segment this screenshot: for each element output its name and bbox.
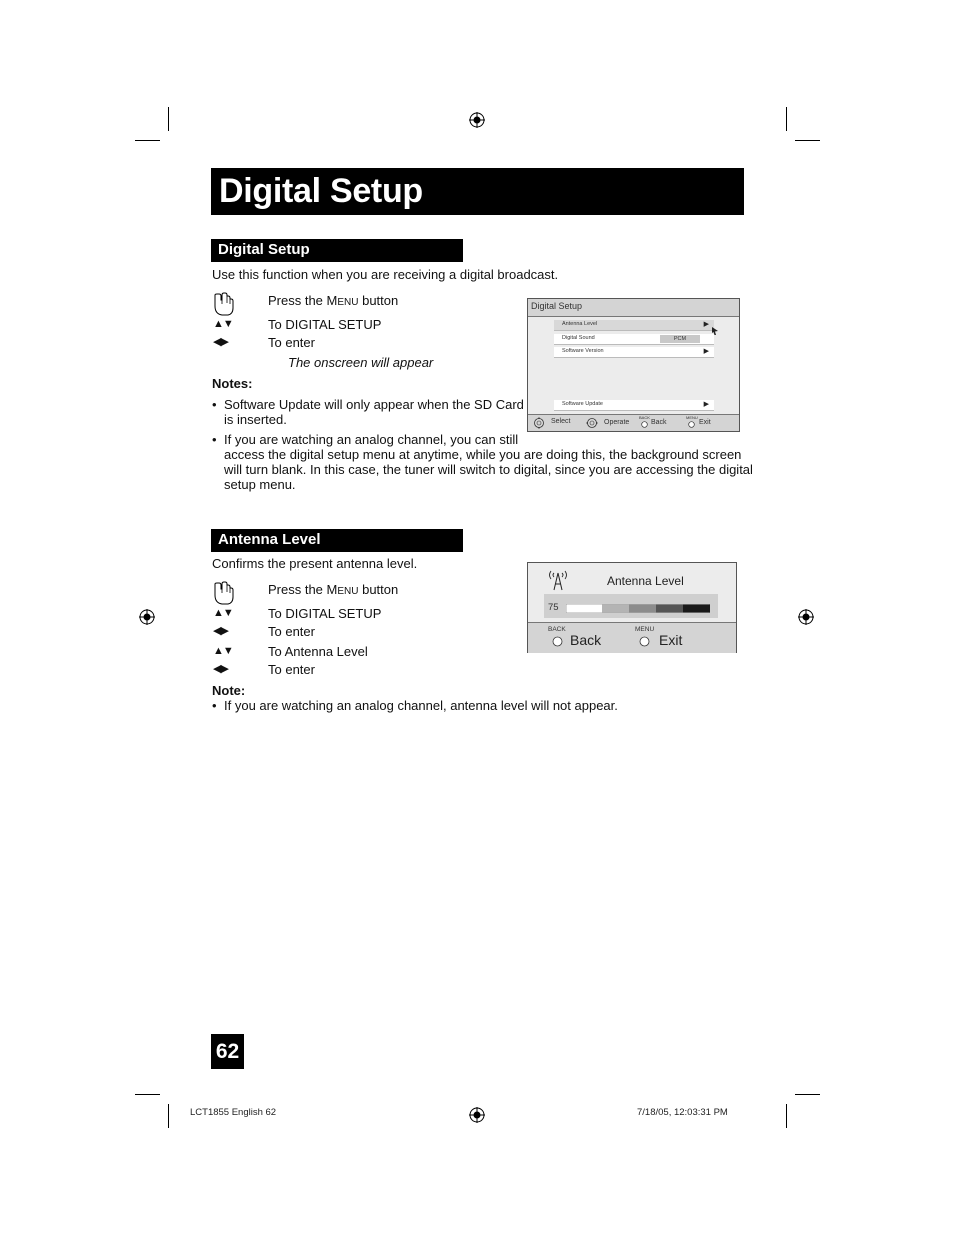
signal-level-segment <box>629 605 656 613</box>
page-number: 62 <box>211 1034 244 1069</box>
step-to-digital-setup: To DIGITAL SETUP <box>268 606 382 621</box>
right-arrow-icon: ▶ <box>703 401 709 408</box>
signal-level-value: 75 <box>548 602 559 613</box>
signal-level-bar <box>566 604 710 613</box>
step-to-digital-setup: To DIGITAL SETUP <box>268 317 382 332</box>
osd-title: Digital Setup <box>531 301 583 311</box>
note-line: If you are watching an analog channel, antenna level will not appear. <box>224 698 618 713</box>
registration-mark-icon <box>798 609 814 625</box>
remote-hand-icon <box>212 581 236 606</box>
right-arrow-icon: ▶ <box>703 348 709 355</box>
digital-setup-onscreen-menu <box>527 298 740 432</box>
signal-level-segment <box>683 605 710 613</box>
osd-item-label: Antenna Level <box>562 321 598 327</box>
section-intro: Use this function when you are receiving a digital broadcast. <box>212 267 559 282</box>
note-line: Software Update will only appear when the SD Card <box>224 397 524 412</box>
osd-item-software-version[interactable] <box>554 347 714 358</box>
signal-level-segment <box>656 605 683 613</box>
exit-button-icon[interactable] <box>639 636 650 647</box>
osd-footer-exit: Exit <box>699 419 711 426</box>
note-item <box>212 397 522 427</box>
step-text: Press the M <box>268 582 338 597</box>
right-arrow-icon: ▶ <box>703 321 709 328</box>
bullet-icon: • <box>212 698 217 713</box>
step-text-smallcaps: ENU <box>337 297 359 308</box>
crop-mark <box>795 1094 820 1095</box>
step-result: The onscreen will appear <box>288 355 434 370</box>
crop-mark <box>135 1094 160 1095</box>
note-label: Note: <box>212 683 246 698</box>
up-down-arrows-icon: ▲▼ <box>213 607 233 619</box>
section-heading-label: Digital Setup <box>218 241 310 258</box>
back-button-icon[interactable] <box>552 636 563 647</box>
notes-label: Notes: <box>212 376 253 391</box>
note-item <box>212 432 753 494</box>
select-dial-icon <box>533 417 545 429</box>
crop-mark <box>786 1104 787 1128</box>
footer-file-info: LCT1855 English 62 <box>190 1107 277 1118</box>
osd-footer-back-key: BACK <box>639 415 650 420</box>
footer-timestamp: 7/18/05, 12:03:31 PM <box>637 1107 728 1118</box>
note-line: If you are watching an analog channel, you can still <box>224 432 519 447</box>
left-right-arrows-icon: ◀▶ <box>213 625 228 637</box>
signal-level-segment <box>602 605 629 613</box>
up-down-arrows-icon: ▲▼ <box>213 318 233 330</box>
registration-mark-icon <box>469 1107 485 1123</box>
osd-footer-back: Back <box>570 632 602 648</box>
osd-footer <box>528 414 739 431</box>
osd-item-digital-sound[interactable] <box>554 334 714 345</box>
step-press-menu <box>268 582 398 599</box>
step-to-enter: To enter <box>268 624 315 639</box>
antenna-level-onscreen-display <box>527 562 737 653</box>
osd-footer <box>528 622 736 653</box>
step-text: Press the M <box>268 293 338 308</box>
osd-item-value: PCM <box>660 335 700 343</box>
osd-footer-back: Back <box>651 419 667 426</box>
registration-mark-icon <box>469 112 485 128</box>
note-item <box>212 698 632 714</box>
left-right-arrows-icon: ◀▶ <box>213 336 228 348</box>
crop-mark <box>168 1104 169 1128</box>
antenna-signal-icon <box>545 569 571 591</box>
bullet-icon: • <box>212 397 217 412</box>
step-text: button <box>358 582 399 597</box>
osd-footer-select: Select <box>551 418 571 425</box>
registration-mark-icon <box>139 609 155 625</box>
note-line: will turn blank. In this case, the tuner will switch to digital, since you are accessing the digital <box>224 462 753 477</box>
osd-item-software-update[interactable] <box>554 400 714 411</box>
osd-item-antenna-level[interactable] <box>554 320 714 331</box>
crop-mark <box>168 107 169 131</box>
osd-footer-back-key: BACK <box>548 626 566 633</box>
step-to-enter: To enter <box>268 662 315 677</box>
step-to-antenna-level: To Antenna Level <box>268 644 368 659</box>
signal-level-panel <box>544 594 718 618</box>
osd-item-label: Software Update <box>562 401 603 407</box>
osd-item-label: Digital Sound <box>562 335 595 341</box>
osd-title: Antenna Level <box>607 574 684 588</box>
step-text: button <box>358 293 399 308</box>
exit-button-icon <box>688 421 695 428</box>
osd-footer-menu-key: MENU <box>686 415 698 420</box>
section-heading-digital-setup <box>211 239 463 262</box>
page-title-bar <box>211 168 744 215</box>
crop-mark <box>795 140 820 141</box>
osd-footer-menu-key: MENU <box>635 626 655 633</box>
osd-header <box>528 299 739 317</box>
section-heading-antenna-level <box>211 529 463 552</box>
back-button-icon <box>641 421 648 428</box>
osd-footer-operate: Operate <box>604 419 630 426</box>
remote-hand-icon <box>212 292 236 317</box>
up-down-arrows-icon: ▲▼ <box>213 645 233 657</box>
note-line: is inserted. <box>224 412 287 427</box>
bullet-icon: • <box>212 432 217 447</box>
left-right-arrows-icon: ◀▶ <box>213 663 228 675</box>
crop-mark <box>786 107 787 131</box>
section-intro: Confirms the present antenna level. <box>212 556 418 571</box>
section-heading-label: Antenna Level <box>218 531 321 548</box>
crop-mark <box>135 140 160 141</box>
operate-dial-icon <box>586 417 598 429</box>
step-press-menu <box>268 293 398 310</box>
note-line: access the digital setup menu at anytime, while you are doing this, the background screen <box>224 447 742 462</box>
page-title: Digital Setup <box>219 172 423 210</box>
note-line: setup menu. <box>224 477 296 492</box>
step-to-enter: To enter <box>268 335 315 350</box>
step-text-smallcaps: ENU <box>337 586 359 597</box>
osd-item-label: Software Version <box>562 348 604 354</box>
osd-footer-exit: Exit <box>659 632 683 648</box>
